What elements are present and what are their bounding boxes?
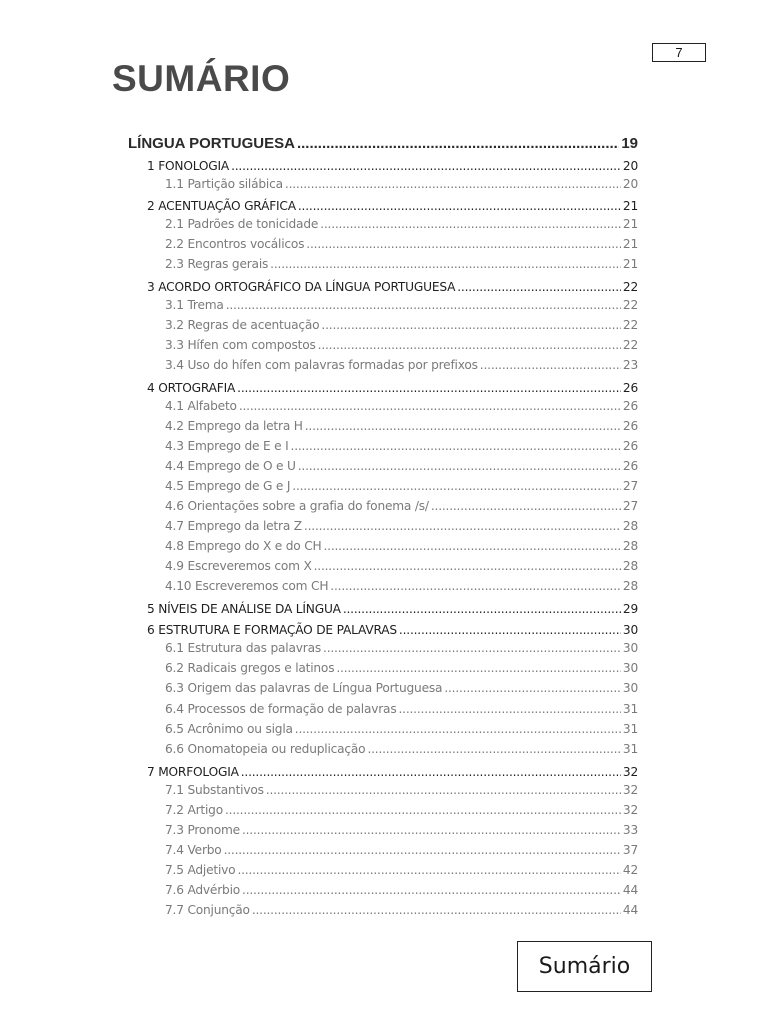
toc-label: 4.4 Emprego de O e U <box>165 459 296 473</box>
toc-subitem[interactable] <box>128 439 638 453</box>
toc-label: 4 ORTOGRAFIA <box>147 381 236 395</box>
toc-leader-dots <box>323 539 620 553</box>
toc-section[interactable] <box>128 135 638 152</box>
toc-leader-dots <box>242 883 621 897</box>
toc-page-number: 26 <box>622 419 638 433</box>
toc-leader-dots <box>241 765 621 779</box>
toc-page-number: 31 <box>622 742 638 756</box>
toc-page-number: 28 <box>622 539 638 553</box>
toc-label: 7.6 Advérbio <box>165 883 241 897</box>
toc-label: 2.2 Encontros vocálicos <box>165 237 305 251</box>
toc-chapter[interactable] <box>128 199 638 213</box>
toc-subitem[interactable] <box>128 419 638 433</box>
toc-page-number: 30 <box>622 661 638 675</box>
toc-page-number: 26 <box>622 459 638 473</box>
toc-page-number: 21 <box>622 199 638 213</box>
toc-page-number: 32 <box>622 803 638 817</box>
page-title: SUMÁRIO <box>112 58 291 99</box>
toc-subitem[interactable] <box>128 883 638 897</box>
toc-leader-dots <box>266 783 621 797</box>
toc-page-number: 27 <box>622 499 638 513</box>
toc-subitem[interactable] <box>128 661 638 675</box>
toc-label: 2.1 Padrões de tonicidade <box>165 217 319 231</box>
toc-subitem[interactable] <box>128 499 638 513</box>
toc-page-number: 22 <box>622 298 638 312</box>
toc-chapter[interactable] <box>128 765 638 779</box>
toc-leader-dots <box>252 903 621 917</box>
toc-page-number: 27 <box>622 479 638 493</box>
toc-label: 7.5 Adjetivo <box>165 863 236 877</box>
toc-label: 4.9 Escreveremos com X <box>165 559 312 573</box>
toc-subitem[interactable] <box>128 257 638 271</box>
toc-leader-dots <box>298 199 621 213</box>
toc-subitem[interactable] <box>128 298 638 312</box>
toc-leader-dots <box>297 135 619 152</box>
toc-label: 6.6 Onomatopeia ou reduplicação <box>165 742 366 756</box>
toc-page-number: 26 <box>622 381 638 395</box>
toc-page-number: 26 <box>622 439 638 453</box>
toc-subitem[interactable] <box>128 823 638 837</box>
toc-leader-dots <box>306 237 621 251</box>
summary-button[interactable]: Sumário <box>517 941 652 992</box>
toc-subitem[interactable] <box>128 579 638 593</box>
toc-label: 7.7 Conjunção <box>165 903 250 917</box>
toc-leader-dots <box>270 257 621 271</box>
toc-label: 5 NÍVEIS DE ANÁLISE DA LÍNGUA <box>147 602 341 616</box>
toc-leader-dots <box>239 399 621 413</box>
toc-leader-dots <box>367 742 620 756</box>
toc-label: 2 ACENTUAÇÃO GRÁFICA <box>147 199 296 213</box>
toc-label: 4.6 Orientações sobre a grafia do fonema /s/ <box>165 499 429 513</box>
toc-subitem[interactable] <box>128 641 638 655</box>
toc-label: 6.4 Processos de formação de palavras <box>165 702 397 716</box>
toc-label: 4.1 Alfabeto <box>165 399 237 413</box>
toc-subitem[interactable] <box>128 318 638 332</box>
toc-subitem[interactable] <box>128 681 638 695</box>
toc-subitem[interactable] <box>128 459 638 473</box>
toc-label: 1 FONOLOGIA <box>147 159 230 173</box>
toc-label: 3.4 Uso do hífen com palavras formadas por prefixos <box>165 358 478 372</box>
toc-subitem[interactable] <box>128 742 638 756</box>
toc-leader-dots <box>320 217 621 231</box>
toc-page-number: 32 <box>622 765 638 779</box>
toc-label: 1.1 Partição silábica <box>165 177 283 191</box>
toc-label: 3.2 Regras de acentuação <box>165 318 320 332</box>
toc-label: 3.1 Trema <box>165 298 224 312</box>
toc-page-number: 44 <box>622 883 638 897</box>
page-number: 7 <box>652 43 706 62</box>
toc-leader-dots <box>231 159 621 173</box>
toc-leader-dots <box>237 863 620 877</box>
toc-label: 6.3 Origem das palavras de Língua Portuguesa <box>165 681 443 695</box>
toc-leader-dots <box>323 641 621 655</box>
toc-chapter[interactable] <box>128 602 638 616</box>
toc-page-number: 37 <box>622 843 638 857</box>
toc-subitem[interactable] <box>128 783 638 797</box>
toc-label: 7.3 Pronome <box>165 823 240 837</box>
toc-page-number: 21 <box>622 237 638 251</box>
toc-subitem[interactable] <box>128 843 638 857</box>
toc-page-number: 44 <box>622 903 638 917</box>
toc-subitem[interactable] <box>128 217 638 231</box>
toc-label: 4.8 Emprego do X e do CH <box>165 539 322 553</box>
toc-chapter[interactable] <box>128 381 638 395</box>
toc-page-number: 33 <box>622 823 638 837</box>
toc-subitem[interactable] <box>128 399 638 413</box>
toc-subitem[interactable] <box>128 803 638 817</box>
toc-page-number: 32 <box>622 783 638 797</box>
toc-leader-dots <box>321 318 620 332</box>
toc-leader-dots <box>304 519 621 533</box>
toc-chapter[interactable] <box>128 159 638 173</box>
toc-page-number: 22 <box>622 280 638 294</box>
toc-leader-dots <box>305 419 621 433</box>
toc-label: LÍNGUA PORTUGUESA <box>128 135 295 152</box>
toc-page-number: 22 <box>622 338 638 352</box>
toc-leader-dots <box>457 280 621 294</box>
toc-label: 6.1 Estrutura das palavras <box>165 641 322 655</box>
toc-page-number: 30 <box>622 623 638 637</box>
toc-label: 4.5 Emprego de G e J <box>165 479 291 493</box>
toc-page-number: 20 <box>622 177 638 191</box>
toc-leader-dots <box>314 559 621 573</box>
toc-page-number: 31 <box>622 702 638 716</box>
toc-subitem[interactable] <box>128 358 638 372</box>
toc-subitem[interactable] <box>128 722 638 736</box>
toc-chapter[interactable] <box>128 280 638 294</box>
toc-page-number: 28 <box>622 519 638 533</box>
toc-leader-dots <box>480 358 621 372</box>
toc-page-number: 30 <box>622 681 638 695</box>
toc-leader-dots <box>343 602 621 616</box>
toc-label: 7.2 Artigo <box>165 803 223 817</box>
toc-leader-dots <box>399 623 621 637</box>
toc-leader-dots <box>398 702 620 716</box>
toc-leader-dots <box>242 823 621 837</box>
toc-page-number: 26 <box>622 399 638 413</box>
toc-label: 7.4 Verbo <box>165 843 222 857</box>
toc-subitem[interactable] <box>128 539 638 553</box>
toc-leader-dots <box>291 439 621 453</box>
toc-label: 6.2 Radicais gregos e latinos <box>165 661 335 675</box>
toc-subitem[interactable] <box>128 863 638 877</box>
toc-page-number: 28 <box>622 579 638 593</box>
toc-label: 7 MORFOLOGIA <box>147 765 239 779</box>
toc-page-number: 21 <box>622 217 638 231</box>
toc-leader-dots <box>226 298 621 312</box>
toc-leader-dots <box>295 722 621 736</box>
toc-leader-dots <box>444 681 621 695</box>
toc-subitem[interactable] <box>128 177 638 191</box>
toc-subitem[interactable] <box>128 237 638 251</box>
toc-label: 2.3 Regras gerais <box>165 257 269 271</box>
toc-page-number: 30 <box>622 641 638 655</box>
toc-page-number: 28 <box>622 559 638 573</box>
toc-subitem[interactable] <box>128 559 638 573</box>
toc-label: 4.7 Emprego da letra Z <box>165 519 302 533</box>
toc-leader-dots <box>237 381 621 395</box>
toc-label: 3.3 Hífen com compostos <box>165 338 316 352</box>
toc-label: 6 ESTRUTURA E FORMAÇÃO DE PALAVRAS <box>147 623 397 637</box>
toc-label: 6.5 Acrônimo ou sigla <box>165 722 293 736</box>
toc-page-number: 22 <box>622 318 638 332</box>
toc-subitem[interactable] <box>128 479 638 493</box>
toc-leader-dots <box>318 338 621 352</box>
toc-leader-dots <box>336 661 621 675</box>
toc-subitem[interactable] <box>128 519 638 533</box>
toc-leader-dots <box>298 459 621 473</box>
toc-label: 4.3 Emprego de E e I <box>165 439 289 453</box>
toc-leader-dots <box>224 843 621 857</box>
toc-label: 7.1 Substantivos <box>165 783 264 797</box>
toc-leader-dots <box>225 803 621 817</box>
toc-page-number: 29 <box>622 602 638 616</box>
toc-subitem[interactable] <box>128 338 638 352</box>
toc-leader-dots <box>330 579 621 593</box>
toc-page-number: 19 <box>621 135 638 152</box>
toc-label: 4.2 Emprego da letra H <box>165 419 303 433</box>
toc-chapter[interactable] <box>128 623 638 637</box>
toc-page-number: 31 <box>622 722 638 736</box>
toc-subitem[interactable] <box>128 702 638 716</box>
toc-leader-dots <box>431 499 621 513</box>
toc-page-number: 20 <box>622 159 638 173</box>
toc-page-number: 23 <box>622 358 638 372</box>
toc-label: 4.10 Escreveremos com CH <box>165 579 329 593</box>
toc-leader-dots <box>292 479 621 493</box>
toc-leader-dots <box>285 177 621 191</box>
toc-subitem[interactable] <box>128 903 638 917</box>
toc-page-number: 42 <box>622 863 638 877</box>
toc-page-number: 21 <box>622 257 638 271</box>
toc-label: 3 ACORDO ORTOGRÁFICO DA LÍNGUA PORTUGUESA <box>147 280 456 294</box>
